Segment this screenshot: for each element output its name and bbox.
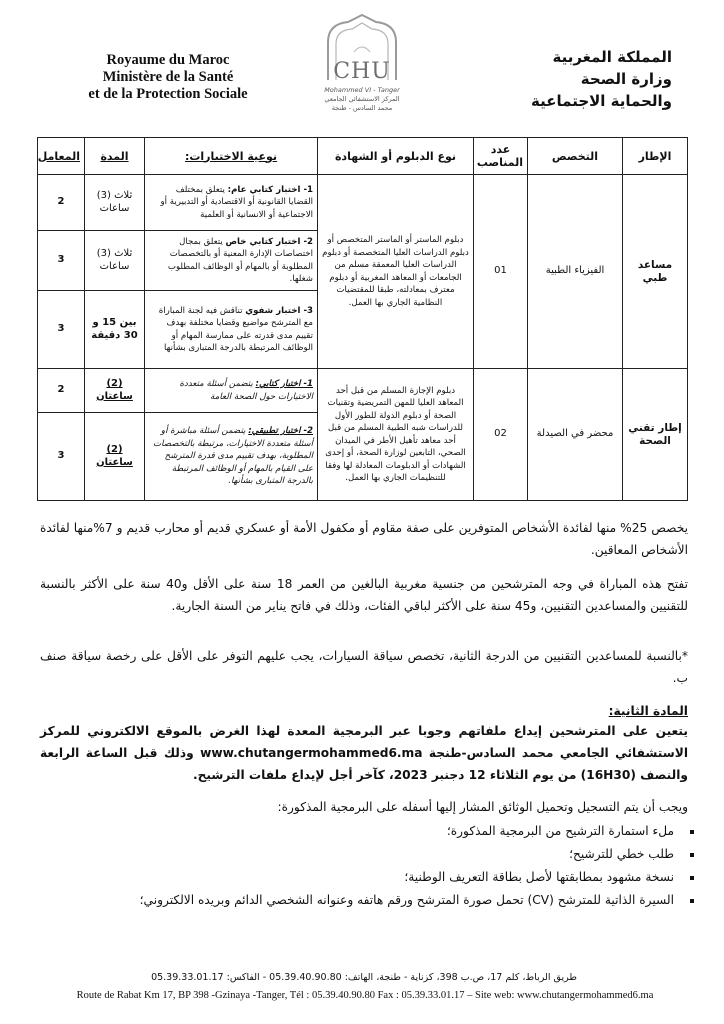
logo-sub-fr: Mohammed VI - Tanger bbox=[324, 86, 400, 94]
row2-dur2: (2) ساعتان bbox=[85, 413, 145, 501]
list-item: ▪ نسخة مشهود بمطابقتها لأصل بطاقة التعريف الوطنية؛ bbox=[40, 866, 680, 889]
header-posts: عدد المناصب bbox=[474, 138, 528, 175]
list-item: ▪ السيرة الذاتية للمترشح (CV) تحمل صورة المترشح ورقم هاتفه وعنوانه الشخصي الدائم وبريده الالكتروني؛ bbox=[40, 889, 680, 912]
row1-test2 bbox=[145, 231, 318, 291]
table-row bbox=[38, 369, 688, 413]
row1-posts: 01 bbox=[474, 175, 528, 369]
header-duration: المدة bbox=[85, 138, 145, 175]
row2-test1 bbox=[145, 369, 318, 413]
row1-diploma: دبلوم الماستر أو الماستر المتخصص أو دبلوم الدراسات العليا المتخصصة أو دبلوم الدراسات العليا المعمقة مسلم من الجامعات أو المعاهد المغربية أو دبلوم معترف بمعادلته، طبقا للمقتضيات النظامية الجاري بها العمل. bbox=[318, 175, 474, 369]
row1-test3 bbox=[145, 291, 318, 369]
row1-specialty: الفيزياء الطبية bbox=[528, 175, 623, 369]
row1-dur3: بين 15 و 30 دقيقة bbox=[85, 291, 145, 369]
header-fr-kingdom: Royaume du Maroc bbox=[106, 52, 230, 68]
documents-intro: ويجب أن يتم التسجيل وتحميل الوثائق المشار إليها أسفله على البرمجية المذكورة: bbox=[277, 800, 688, 814]
row2-test2-title: 2- اختبار تطبيقي: bbox=[248, 426, 313, 437]
logo-sub-ar1: المركز الاستشفائي الجامعي bbox=[324, 95, 400, 103]
row2-posts: 02 bbox=[474, 369, 528, 501]
header-grade: الإطار bbox=[623, 138, 688, 175]
header-tests: نوعية الاختبارات: bbox=[145, 138, 318, 175]
header-ar-kingdom: المملكة المغربية bbox=[552, 48, 672, 66]
logo-text: CHU bbox=[333, 59, 391, 84]
row1-test1-title: 1- اختبار كتابي عام: bbox=[227, 184, 313, 195]
row1-dur1: ثلاث (3) ساعات bbox=[85, 175, 145, 231]
license-note-paragraph: *بالنسبة للمساعدين التقنيين من الدرجة الثانية، تخصص سياقة السيارات، يجب عليهم التوفر على الأقل على رخصة سياقة صنف ب. bbox=[40, 649, 688, 685]
footer-french: Route de Rabat Km 17, BP 398 -Gzinaya -Tanger, Tél : 05.39.40.90.80 Fax : 05.39.33.01.17 – Site web: www.chutangermohammed6.ma bbox=[76, 990, 654, 1001]
documents-list bbox=[40, 820, 708, 912]
header-fr-protection: et de la Protection Sociale bbox=[88, 86, 248, 102]
table-header-row bbox=[38, 138, 688, 175]
row2-test1-title: 1- اختبار كتابي: bbox=[255, 379, 313, 389]
row2-test2-text: يتضمن أسئلة مباشرة أو أسئلة متعددة الاختيارات، مرتبطة بالتخصصات المطلوبة، بهدف تقييم مدى قدرة المترشح على القيام بالمهام أو الوظائف المرتبطة بالدرجة المتبارى بشأنها. bbox=[153, 426, 313, 487]
row1-dur2: ثلاث (3) ساعات bbox=[85, 231, 145, 291]
table-row bbox=[38, 175, 688, 231]
row1-test3-title: 3- اختبار شفوي bbox=[245, 305, 313, 316]
list-item: ▪ طلب خطي للترشيح؛ bbox=[40, 843, 680, 866]
row1-grade: مساعد طبي bbox=[623, 175, 688, 369]
header-french bbox=[58, 52, 278, 103]
article-2-text: يتعين على المترشحين إيداع ملفاتهم وجوبا عبر البرمجية المعدة لهذا الغرض بالموقع الالكتروني للمركز الاستشفائي الجامعي محمد السادس-طنجة www.chutangermohammed6.ma وذلك قبل الساعة الرابعة والنصف (16H30) من يوم الثلاثاء 12 دجنبر 2023، كآخر أجل لإيداع ملفات الترشيح. bbox=[40, 724, 688, 782]
row2-test1-text: يتضمن أسئلة متعددة الاختيارات حول الصحة العامة bbox=[179, 379, 313, 402]
row1-test2-text: يتعلق بمجال اختصاصات الإدارة المعنية أو بالتخصصات المطلوبة أو بالمهام أو الوظائف المطلوب شغلها. bbox=[167, 236, 313, 284]
row2-coef2: 3 bbox=[38, 413, 85, 501]
header-arabic bbox=[472, 46, 672, 112]
row2-specialty: محضر في الصيدلة bbox=[528, 369, 623, 501]
logo-sub-ar2: محمد السادس - طنجة bbox=[331, 104, 393, 112]
header-specialty: التخصص bbox=[528, 138, 623, 175]
row1-test1-text: يتعلق بمختلف القضايا القانونية أو الاقتصادية أو التدبيرية أو الاجتماعية أو الانسانية أو العلمية bbox=[160, 184, 313, 220]
row1-test2-title: 2- اختبار كتابي خاص bbox=[225, 236, 313, 247]
row1-coef3: 3 bbox=[38, 291, 85, 369]
logo-subtitle bbox=[300, 86, 424, 113]
eligibility-paragraph: تفتح هذه المباراة في وجه المترشحين من جنسية مغربية البالغين من العمر 18 سنة على الأقل و40 سنة على الأكثر بالنسبة للتقنيين والمساعدين التقنيين، و45 سنة على الأكثر لباقي الفئات، وذلك في فاتح يناير من السنة الجارية. bbox=[40, 577, 688, 613]
article-2-title bbox=[40, 700, 688, 722]
competition-table bbox=[37, 137, 688, 501]
row1-coef1: 2 bbox=[38, 175, 85, 231]
list-item: ▪ ملء استمارة الترشيح من البرمجية المذكورة؛ bbox=[40, 820, 680, 843]
row2-diploma: دبلوم الإجازة المسلم من قبل أحد المعاهد العليا للمهن التمريضية وتقنيات الصحة أو دبلوم الدولة للطور الأول للدراسات شبه الطبية المسلم من قبل أحد معاهد تأهيل الأطر في الميدان الصحي، التابعين لوزارة الصحة، أو إحدى الشهادات أو الدبلومات المعادلة لها وفقا للتنظيمات الجاري بها العمل. bbox=[318, 369, 474, 501]
header-ar-ministry: وزارة الصحة bbox=[580, 70, 672, 88]
quota-paragraph: يخصص 25% منها لفائدة الأشخاص المتوفرين على صفة مقاوم أو مكفول الأمة أو عسكري قديم أو محارب قديم و 7%منها لفائدة الأشخاص المعاقين. bbox=[40, 521, 689, 557]
row1-coef2: 3 bbox=[38, 231, 85, 291]
header-fr-ministry: Ministère de la Santé bbox=[102, 69, 234, 85]
header-diploma: نوع الدبلوم أو الشهادة bbox=[318, 138, 474, 175]
header-coef: المعامل bbox=[38, 138, 85, 175]
footer-arabic: طريق الرباط، كلم 17، ص.ب 398، كزناية - طنجة، الهاتف: 05.39.40.90.80 - الفاكس: 05.39.33.01.17 bbox=[151, 972, 577, 983]
row2-test2 bbox=[145, 413, 318, 501]
row2-dur1: (2) ساعتان bbox=[85, 369, 145, 413]
row2-coef1: 2 bbox=[38, 369, 85, 413]
row1-test3-text: تناقش فيه لجنة المباراة مع المترشح مواضيع وقضايا مختلفة بهدف تقييم مدى قدرته على ممارسة المهام أو الوظائف المرتبطة بالدرجة المتبارى بشأنها bbox=[158, 305, 313, 353]
article-2-heading: المادة الثانية: bbox=[608, 704, 688, 718]
row2-grade: إطار تقني الصحة bbox=[623, 369, 688, 501]
row1-test1 bbox=[145, 175, 318, 231]
header-ar-protection: والحماية الاجتماعية bbox=[531, 92, 672, 110]
